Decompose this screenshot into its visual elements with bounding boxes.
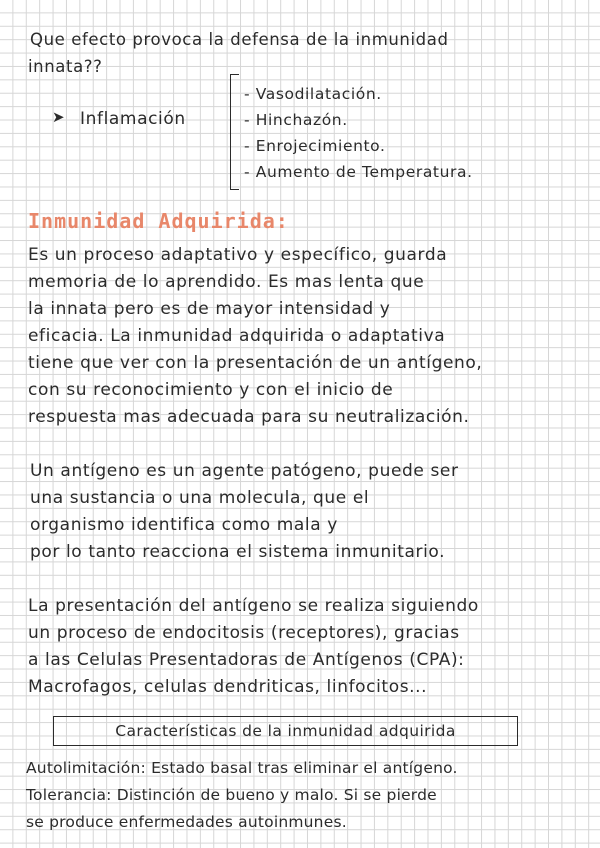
paragraph-3-line: un proceso de endocitosis (receptores), gracias xyxy=(28,623,460,643)
paragraph-3-line: La presentación del antígeno se realiza siguiendo xyxy=(28,596,479,616)
paragraph-2-line: por lo tanto reacciona el sistema inmunitario. xyxy=(30,542,446,562)
inflamacion-item: - Aumento de Temperatura. xyxy=(244,163,473,181)
paragraph-1-line: respuesta mas adecuada para su neutralización. xyxy=(28,407,470,427)
characteristic-line: Autolimitación: Estado basal tras eliminar el antígeno. xyxy=(26,759,458,777)
characteristic-line: Tolerancia: Distinción de bueno y malo. Si se pierde xyxy=(26,786,437,804)
characteristics-title: Características de la inmunidad adquirida xyxy=(115,722,456,740)
arrow-right-icon: ➤ xyxy=(52,108,65,126)
paragraph-2-line: organismo identifica como mala y xyxy=(30,515,338,535)
characteristic-line: se produce enfermedades autoinmunes. xyxy=(26,813,347,831)
paragraph-1-line: memoria de lo aprendido. Es mas lenta que xyxy=(28,272,425,292)
paragraph-2-line: Un antígeno es un agente patógeno, puede ser xyxy=(30,461,459,481)
characteristics-title-box xyxy=(53,716,518,746)
question-line-1: Que efecto provoca la defensa de la inmunidad xyxy=(30,30,449,49)
question-line-2: innata?? xyxy=(28,57,103,76)
inflamacion-item: - Hinchazón. xyxy=(244,111,348,129)
bracket xyxy=(230,74,239,190)
paragraph-1-line: con su reconocimiento y con el inicio de xyxy=(28,380,394,400)
inflamacion-label: Inflamación xyxy=(80,109,186,129)
paragraph-3-line: a las Celulas Presentadoras de Antígenos (CPA): xyxy=(28,650,465,670)
section-heading: Inmunidad Adquirida: xyxy=(28,209,289,233)
paragraph-1-line: eficacia. La inmunidad adquirida o adaptativa xyxy=(28,326,446,346)
paragraph-1-line: Es un proceso adaptativo y específico, guarda xyxy=(28,245,448,265)
paragraph-1-line: tiene que ver con la presentación de un antígeno, xyxy=(28,353,483,373)
inflamacion-item: - Enrojecimiento. xyxy=(244,137,386,155)
paragraph-3-line: Macrofagos, celulas dendriticas, linfocitos... xyxy=(28,677,428,697)
paragraph-2-line: una sustancia o una molecula, que el xyxy=(30,488,370,508)
paragraph-1-line: la innata pero es de mayor intensidad y xyxy=(28,299,391,319)
inflamacion-item: - Vasodilatación. xyxy=(244,85,382,103)
